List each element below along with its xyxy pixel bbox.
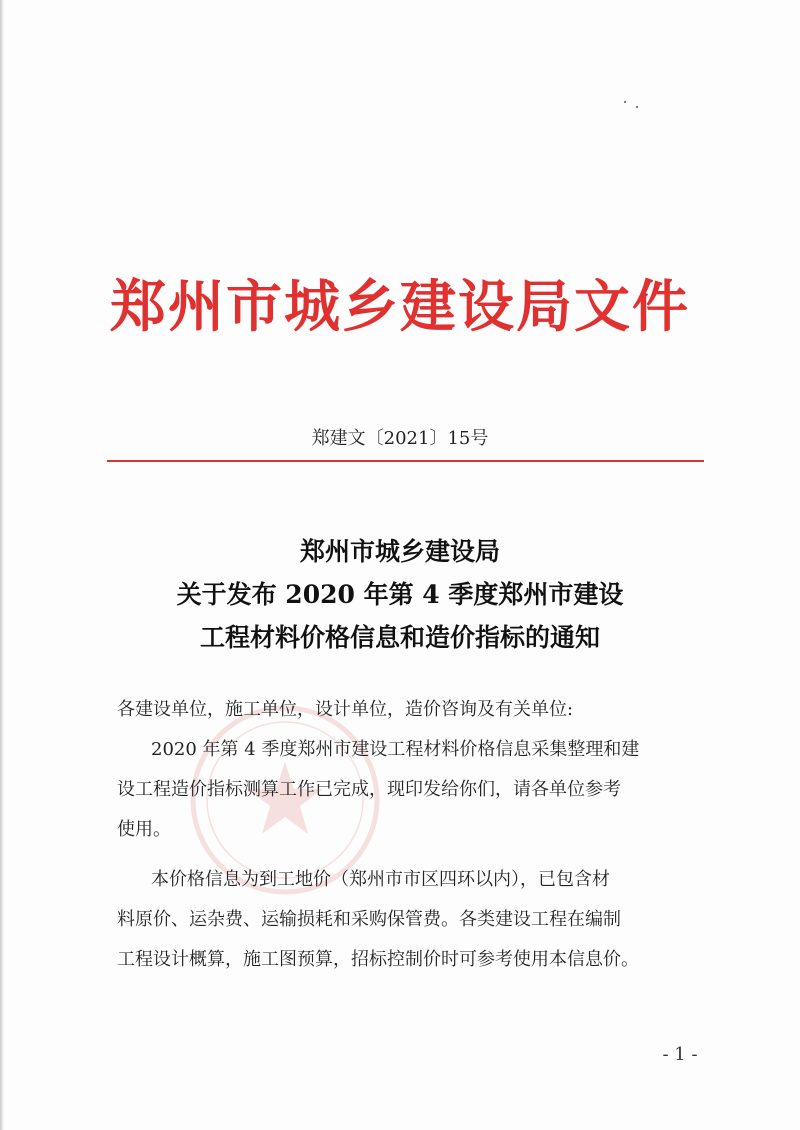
- notice-title-line: 关于发布 2020 年第 4 季度郑州市建设: [176, 580, 624, 609]
- red-header-title: 郑州市城乡建设局文件: [110, 275, 690, 340]
- paragraph-line: 本价格信息为到工地价（郑州市市区四环以内），已包含材: [151, 869, 610, 890]
- scan-speck: [624, 101, 626, 103]
- salutation: 各建设单位，施工单位，设计单位，造价咨询及有关单位:: [117, 699, 574, 720]
- red-separator-line: [107, 460, 704, 462]
- paragraph-line: 料原价、运杂费、运输损耗和采购保管费。各类建设工程在编制: [117, 909, 621, 930]
- page-number: - 1 -: [662, 1044, 698, 1065]
- paragraph-line: 工程设计概算，施工图预算，招标控制价时可参考使用本信息价。: [117, 949, 639, 970]
- body-text: [117, 690, 717, 980]
- document-number: 郑建文〔2021〕15号: [311, 428, 489, 449]
- scan-speck: [636, 106, 638, 108]
- notice-title-line: 郑州市城乡建设局: [299, 537, 500, 566]
- paragraph-line: 2020 年第 4 季度郑州市建设工程材料价格信息采集整理和建: [151, 739, 640, 760]
- paragraph-line: 设工程造价指标测算工作已完成，现印发给你们，请各单位参考: [117, 779, 621, 800]
- paragraph-line: 使用。: [117, 819, 171, 840]
- notice-title: [0, 530, 800, 659]
- notice-title-line: 工程材料价格信息和造价指标的通知: [199, 623, 600, 652]
